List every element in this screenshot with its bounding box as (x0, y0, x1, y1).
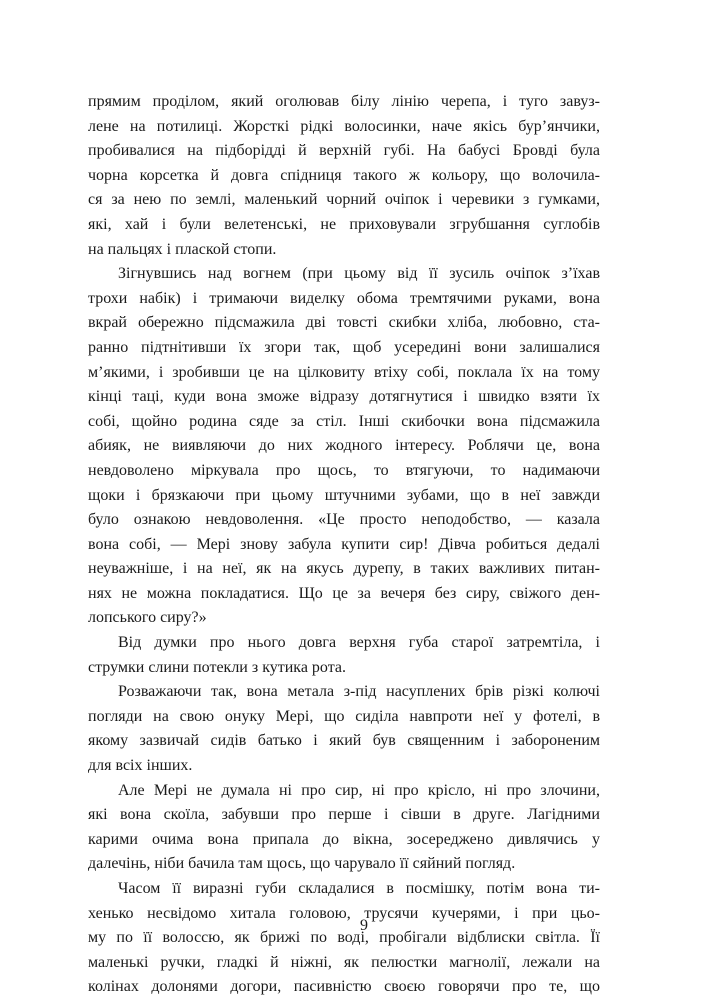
text-line: вона собі, — Мері знову забула купити сир! Дівча робиться дедалі (88, 535, 600, 553)
text-line: струмки слини потекли з кутика рота. (88, 658, 346, 676)
text-line: які вона скоїла, забувши про перше і сівши в друге. Лагідними (88, 806, 600, 824)
paragraph (88, 631, 600, 680)
text-line: щоки і брязкаючи при цьому штучними зубами, що в неї завжди (88, 486, 600, 504)
text-line: Часом її виразні губи складалися в посмішку, потім вона ти- (118, 880, 600, 897)
text-line: колінах долонями догори, пасивністю своєю говорячи про те, що (88, 978, 600, 996)
text-line: чорна корсетка й довга спідниця такого ж кольору, що волочила- (88, 166, 600, 184)
paragraph (88, 90, 600, 262)
page-number: 9 (360, 917, 368, 934)
page-text (88, 90, 600, 1000)
paragraph (88, 877, 600, 1000)
text-line: лопського сиру?» (88, 609, 207, 627)
text-line: далечінь, ніби бачила там щось, що чарувало її сяйний погляд. (88, 855, 516, 873)
text-line: карими очима вона припала до вікна, зосереджено дивлячись у (88, 830, 600, 848)
text-line: м’якими, і зробивши це на цілковиту втіху собі, поклала їх на тому (88, 363, 600, 381)
text-line: лене на потилиці. Жорсткі рідкі волосинки, наче якісь бур’янчики, (88, 117, 600, 135)
paragraph (88, 262, 600, 631)
text-line: маленькі ручки, гладкі й ніжні, як пелюстки магнолії, лежали на (88, 953, 600, 971)
text-line: прямим проділом, який оголював білу лінію черепа, і туго завуз- (88, 93, 600, 110)
text-line: нях не можна покладатися. Що це за вечеря без сиру, свіжого ден- (88, 584, 600, 602)
paragraph (88, 680, 600, 778)
text-line: які, хай і були велетенські, не приховували згрубшання суглобів (88, 215, 600, 233)
text-line: Від думки про нього довга верхня губа старої затремтіла, і (118, 634, 600, 652)
paragraph (88, 779, 600, 877)
text-line: трохи набік) і тримаючи виделку обома тремтячими руками, вона (88, 289, 600, 307)
text-line: для всіх інших. (88, 757, 193, 775)
text-line: вкрай обережно підсмажила дві товсті скибки хліба, любовно, ста- (88, 314, 600, 332)
text-line: було ознакою невдоволення. «Це просто неподобство, — казала (88, 511, 600, 529)
text-line: Зігнувшись над вогнем (при цьому від її зусиль очіпок з’їхав (118, 265, 600, 283)
text-line: кінці таці, куди вона зможе відразу дотягнутися і швидко взяти їх (88, 388, 600, 406)
text-line: пробивалися на підборідді й верхній губі. На бабусі Бровді була (88, 142, 600, 160)
text-line: невдоволено міркувала про щось, то втягуючи, то надимаючи (88, 461, 600, 479)
text-line: погляди на свою онуку Мері, що сиділа навпроти неї у фотелі, в (88, 707, 600, 725)
text-line: ся за нею по землі, маленький чорний очіпок і черевики з гумками, (88, 191, 600, 209)
text-line: неуважніше, і на неї, як на якусь дурепу, в таких важливих питан- (88, 560, 600, 578)
text-line: му по її волоссю, як брижі по воді, пробігали відблиски світла. Її (88, 929, 600, 947)
text-line: Розважаючи так, вона метала з-під насуплених брів різкі колючі (118, 683, 600, 701)
text-line: на пальцях і плаской стопи. (88, 240, 277, 258)
text-line: хенько несвідомо хитала головою, трусячи кучерями, і при цьо- (88, 904, 600, 922)
text-line: ранно підтнітивши їх згори так, щоб усередині вони залишалися (88, 338, 600, 356)
text-line: абияк, не виявляючи до них жодного інтересу. Роблячи це, вона (88, 437, 600, 455)
text-line: якому зазвичай сидів батько і який був священним і забороненим (88, 732, 600, 750)
text-line: Але Мері не думала ні про сир, ні про крісло, ні про злочини, (118, 781, 600, 799)
text-line: собі, щойно родина сяде за стіл. Інші скибочки вона підсмажила (88, 412, 600, 430)
